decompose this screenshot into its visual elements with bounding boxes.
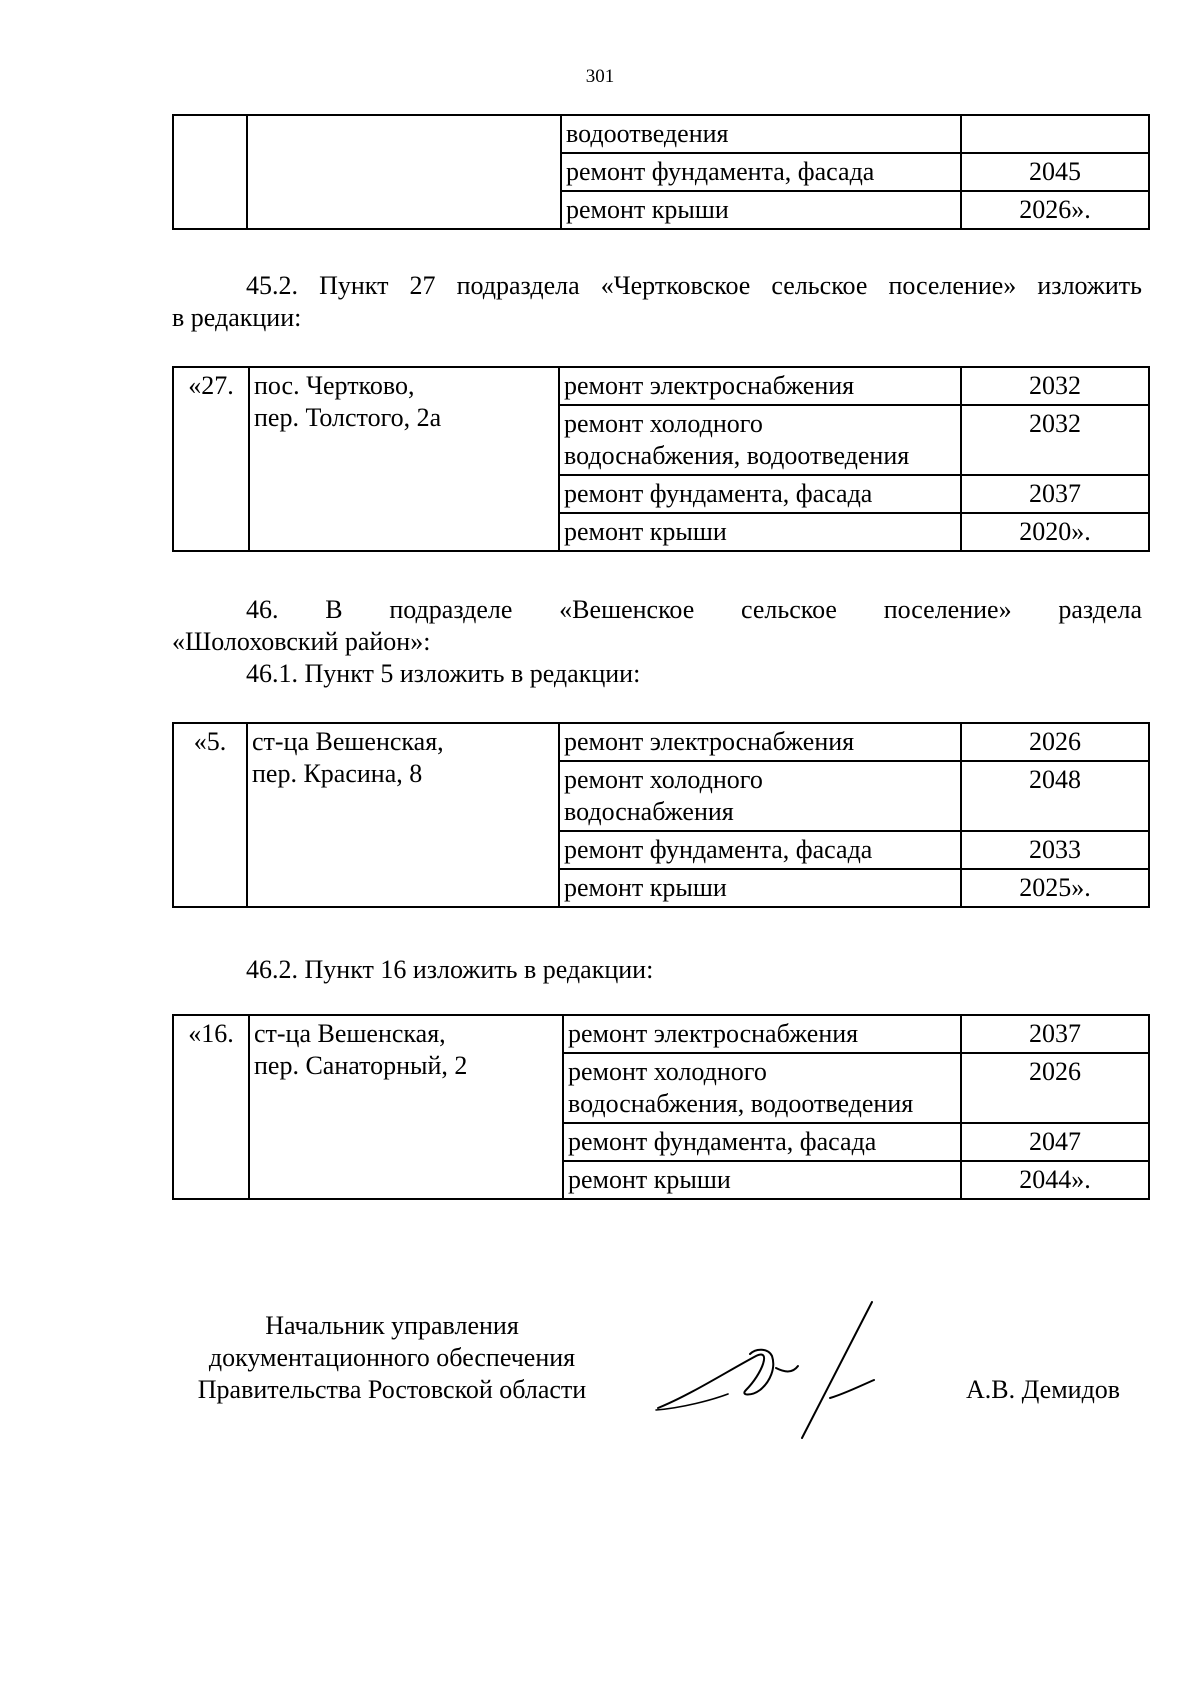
year-cell (961, 115, 1149, 153)
work-cell: водоотведения (561, 115, 961, 153)
year-cell: 2026 (961, 1053, 1149, 1123)
position-line: Правительства Ростовской области (197, 1375, 587, 1404)
work-cell (563, 1053, 961, 1123)
table-row (173, 115, 1149, 153)
number-cell: «16. (173, 1015, 249, 1199)
work-line: водоснабжения, водоотведения (564, 441, 910, 470)
table-row (173, 367, 1149, 405)
paragraph-line: 46.2. Пункт 16 изложить в редакции: (246, 955, 654, 984)
number-cell: «27. (173, 367, 249, 551)
table-row (173, 723, 1149, 761)
address-line: пос. Чертково, (254, 371, 415, 400)
position-line: документационного обеспечения (208, 1343, 576, 1372)
address-line: пер. Толстого, 2а (254, 403, 442, 432)
paragraph-46 (172, 594, 1142, 690)
work-cell: ремонт фундамента, фасада (561, 153, 961, 191)
year-cell: 2033 (961, 831, 1149, 869)
year-cell: 2048 (961, 761, 1149, 831)
work-cell: ремонт фундамента, фасада (559, 831, 961, 869)
address-line: пер. Красина, 8 (252, 759, 423, 788)
year-cell: 2032 (961, 405, 1149, 475)
year-cell: 2026». (961, 191, 1149, 229)
work-cell: ремонт крыши (561, 191, 961, 229)
paragraph-45-2 (172, 270, 1142, 334)
address-cell (249, 1015, 563, 1199)
year-cell: 2045 (961, 153, 1149, 191)
address-cell (247, 723, 559, 907)
work-cell: ремонт крыши (559, 513, 961, 551)
paragraph-line: 46. В подразделе «Вешенское сельское поселение» раздела (246, 595, 1142, 624)
year-cell: 2032 (961, 367, 1149, 405)
table-item-16 (172, 1014, 1150, 1200)
paragraph-line: 45.2. Пункт 27 подраздела «Чертковское сельское поселение» изложить (246, 271, 1142, 300)
year-cell: 2025». (961, 869, 1149, 907)
work-cell: ремонт фундамента, фасада (563, 1123, 961, 1161)
work-line: ремонт холодного (564, 409, 763, 438)
year-cell: 2037 (961, 475, 1149, 513)
address-line: пер. Санаторный, 2 (254, 1051, 468, 1080)
table-item-5 (172, 722, 1150, 908)
work-line: водоснабжения, водоотведения (568, 1089, 914, 1118)
work-line: ремонт холодного (568, 1057, 767, 1086)
paragraph-line: «Шолоховский район»: (172, 627, 431, 656)
address-line: ст-ца Вешенская, (252, 727, 444, 756)
work-cell: ремонт электроснабжения (559, 367, 961, 405)
signatory-position (172, 1310, 612, 1406)
number-cell (173, 115, 247, 229)
work-cell: ремонт электроснабжения (559, 723, 961, 761)
address-line: ст-ца Вешенская, (254, 1019, 446, 1048)
work-cell: ремонт крыши (563, 1161, 961, 1199)
paragraph-line: в редакции: (172, 303, 302, 332)
work-cell: ремонт электроснабжения (563, 1015, 961, 1053)
year-cell: 2037 (961, 1015, 1149, 1053)
paragraph-46-2 (172, 954, 1142, 986)
year-cell: 2047 (961, 1123, 1149, 1161)
work-line: водоснабжения (564, 797, 734, 826)
handwritten-signature (652, 1296, 942, 1456)
paragraph-line: 46.1. Пункт 5 изложить в редакции: (246, 659, 641, 688)
number-cell: «5. (173, 723, 247, 907)
address-cell (249, 367, 559, 551)
work-cell: ремонт фундамента, фасада (559, 475, 961, 513)
work-cell (559, 405, 961, 475)
table-row (173, 1015, 1149, 1053)
work-line: ремонт холодного (564, 765, 763, 794)
year-cell: 2044». (961, 1161, 1149, 1199)
year-cell: 2026 (961, 723, 1149, 761)
address-cell (247, 115, 561, 229)
signatory-name: А.В. Демидов (966, 1375, 1121, 1404)
work-cell (559, 761, 961, 831)
table-continuation (172, 114, 1150, 230)
work-cell: ремонт крыши (559, 869, 961, 907)
table-item-27 (172, 366, 1150, 552)
page-number: 301 (585, 66, 615, 87)
year-cell: 2020». (961, 513, 1149, 551)
position-line: Начальник управления (265, 1311, 519, 1340)
